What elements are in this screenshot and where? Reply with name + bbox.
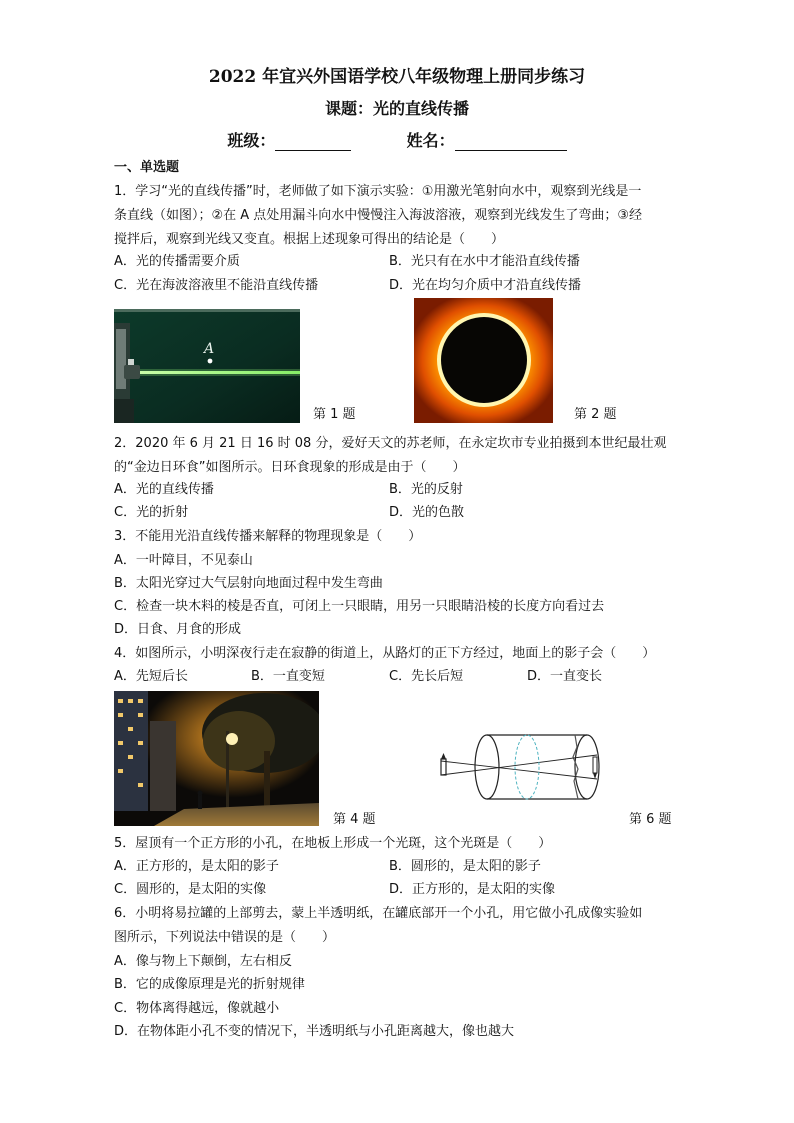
lesson-subject: 课题：光的直线传播 — [324, 99, 469, 118]
laser-figure — [114, 309, 300, 423]
q6-line-1: 6．小明将易拉罐的上部剪去，蒙上半透明纸，在罐底部开一个小孔，用它做小孔成像实验如 — [114, 906, 643, 921]
name-blank[interactable] — [455, 134, 567, 151]
q3-option-d[interactable]: D．日食、月食的形成 — [114, 622, 242, 637]
figure-6-caption: 第 6 题 — [629, 812, 672, 827]
q6-option-a[interactable]: A．像与物上下颠倒，左右相反 — [114, 954, 292, 969]
q4-option-b[interactable]: B．一直变短 — [251, 669, 325, 684]
q3-option-c[interactable]: C．检查一块木料的棱是否直，可闭上一只眼睛，用另一只眼睛沿棱的长度方向看过去 — [114, 599, 605, 614]
figure-point-label: A — [204, 341, 215, 357]
q4-line-1: 4．如图所示，小明深夜行走在寂静的街道上，从路灯的正下方经过，地面上的影子会（ ） — [114, 646, 656, 661]
q2-line-1: 2．2020 年 6 月 21 日 16 时 08 分，爱好天文的苏老师，在永定坎市专业拍摄到本世纪最壮观 — [114, 436, 667, 451]
q5-option-c[interactable]: C．圆形的，是太阳的实像 — [114, 882, 267, 897]
q2-option-d[interactable]: D．光的色散 — [389, 505, 465, 520]
q5-line-1: 5．屋顶有一个正方形的小孔，在地板上形成一个光斑，这个光斑是（ ） — [114, 836, 552, 851]
q1-option-d[interactable]: D．光在均匀介质中才沿直线传播 — [389, 278, 582, 293]
q1-option-b[interactable]: B．光只有在水中才能沿直线传播 — [389, 254, 580, 269]
q4-option-a[interactable]: A．先短后长 — [114, 669, 188, 684]
q1-line-3: 搅拌后，观察到光线又变直。根据上述现象可得出的结论是（ ） — [114, 232, 505, 247]
q3-option-b[interactable]: B．太阳光穿过大气层射向地面过程中发生弯曲 — [114, 576, 383, 591]
q3-line-1: 3．不能用光沿直线传播来解释的物理现象是（ ） — [114, 529, 422, 544]
figure-2-caption: 第 2 题 — [574, 407, 617, 422]
figure-4-caption: 第 4 题 — [333, 812, 376, 827]
q2-option-a[interactable]: A．光的直线传播 — [114, 482, 214, 497]
q5-option-d[interactable]: D．正方形的，是太阳的实像 — [389, 882, 556, 897]
q1-option-a[interactable]: A．光的传播需要介质 — [114, 254, 240, 269]
q6-option-b[interactable]: B．它的成像原理是光的折射规律 — [114, 977, 305, 992]
q5-option-a[interactable]: A．正方形的，是太阳的影子 — [114, 859, 279, 874]
street-light-figure — [114, 691, 319, 826]
q4-option-d[interactable]: D．一直变长 — [527, 669, 603, 684]
q1-line-1: 1．学习“光的直线传播”时，老师做了如下演示实验：①用激光笔射向水中，观察到光线是一 — [114, 184, 642, 199]
q4-option-c[interactable]: C．先长后短 — [389, 669, 464, 684]
q2-option-b[interactable]: B．光的反射 — [389, 482, 463, 497]
class-blank[interactable] — [275, 134, 351, 151]
name-label: 姓名： — [406, 131, 455, 150]
pinhole-camera-figure — [437, 727, 613, 805]
q3-option-a[interactable]: A．一叶障目，不见泰山 — [114, 553, 253, 568]
q2-line-2: 的“金边日环食”如图所示。日环食现象的形成是由于（ ） — [114, 460, 466, 475]
worksheet-title: 2022 年宜兴外国语学校八年级物理上册同步练习 — [208, 67, 586, 87]
q6-option-c[interactable]: C．物体离得越远，像就越小 — [114, 1001, 280, 1016]
q6-line-2: 图所示，下列说法中错误的是（ ） — [114, 930, 336, 945]
q6-option-d[interactable]: D．在物体距小孔不变的情况下，半透明纸与小孔距离越大，像也越大 — [114, 1024, 515, 1039]
class-label: 班级： — [227, 131, 276, 150]
figure-1-caption: 第 1 题 — [313, 407, 356, 422]
q5-option-b[interactable]: B．圆形的，是太阳的影子 — [389, 859, 541, 874]
section-heading: 一、单选题 — [114, 160, 180, 175]
q1-line-2: 条直线（如图）；②在 A 点处用漏斗向水中慢慢注入海波溶液，观察到光线发生了弯曲；③经 — [114, 208, 642, 223]
eclipse-figure — [414, 298, 553, 423]
q2-option-c[interactable]: C．光的折射 — [114, 505, 189, 520]
q1-option-c[interactable]: C．光在海波溶液里不能沿直线传播 — [114, 278, 319, 293]
student-info-row — [0, 128, 794, 151]
